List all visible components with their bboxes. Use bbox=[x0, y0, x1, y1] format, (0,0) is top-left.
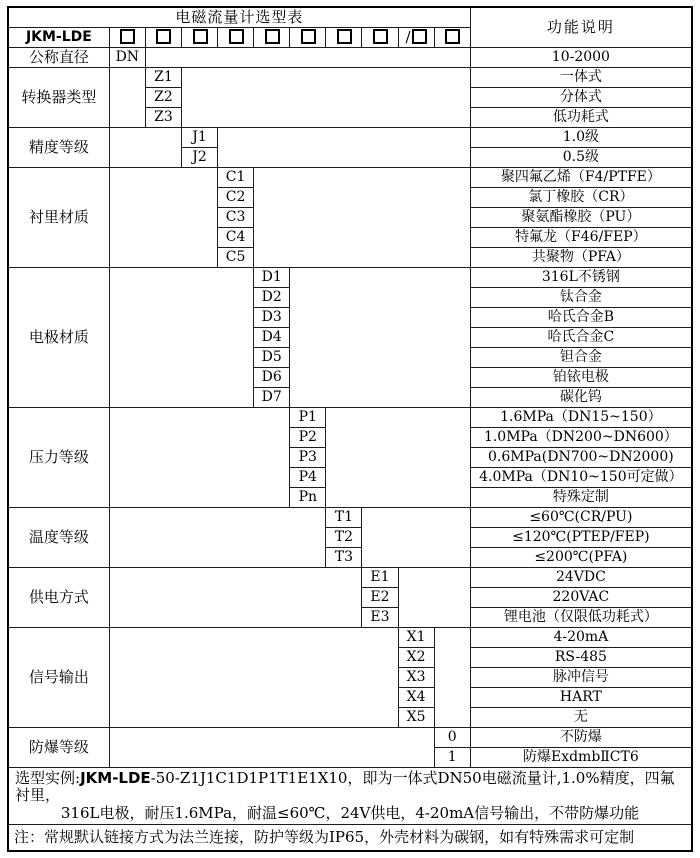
code-cell: P3 bbox=[290, 448, 326, 468]
spacer-cell bbox=[109, 168, 217, 268]
desc-cell: ≤60℃(CR/PU) bbox=[470, 508, 692, 528]
example-line-2: 316L电极，耐压1.6MPa，耐温≤60℃，24V供电，4-20mA信号输出，不带防爆功能 bbox=[60, 803, 640, 822]
model-digit-cell-8 bbox=[362, 28, 398, 48]
model-digit-cell-10 bbox=[434, 28, 470, 48]
code-cell: C1 bbox=[218, 168, 254, 188]
category-explosion-proof: 防爆等级 bbox=[8, 728, 109, 768]
category-accuracy-class: 精度等级 bbox=[8, 128, 109, 168]
selection-table bbox=[7, 6, 693, 852]
code-cell: D3 bbox=[254, 308, 290, 328]
code-cell: Z2 bbox=[145, 88, 181, 108]
code-cell: J1 bbox=[181, 128, 217, 148]
selection-example bbox=[8, 768, 692, 825]
checkbox-icon bbox=[301, 29, 316, 44]
category-pressure-class: 压力等级 bbox=[8, 408, 109, 508]
desc-cell: 一体式 bbox=[470, 68, 692, 88]
model-digit-cell-6 bbox=[290, 28, 326, 48]
code-cell: X3 bbox=[398, 668, 434, 688]
code-cell: 1 bbox=[434, 748, 470, 768]
desc-cell: 不防爆 bbox=[470, 728, 692, 748]
desc-cell: 铂铱电极 bbox=[470, 368, 692, 388]
desc-cell: 聚氨酯橡胶（PU） bbox=[470, 208, 692, 228]
model-digit-cell-2 bbox=[145, 28, 181, 48]
spacer-cell bbox=[290, 268, 471, 408]
spacer-cell bbox=[398, 568, 470, 628]
desc-cell: 钛合金 bbox=[470, 288, 692, 308]
code-cell: D1 bbox=[254, 268, 290, 288]
category-signal-output: 信号输出 bbox=[8, 628, 109, 728]
code-cell: P1 bbox=[290, 408, 326, 428]
checkbox-icon bbox=[229, 29, 244, 44]
desc-cell: 共聚物（PFA） bbox=[470, 248, 692, 268]
code-cell: Z1 bbox=[145, 68, 181, 88]
desc-cell: 220VAC bbox=[470, 588, 692, 608]
code-cell: E1 bbox=[362, 568, 398, 588]
category-temperature-class: 温度等级 bbox=[8, 508, 109, 568]
code-cell: 0 bbox=[434, 728, 470, 748]
desc-cell: 哈氏合金B bbox=[470, 308, 692, 328]
code-cell: Z3 bbox=[145, 108, 181, 128]
example-label: 选型实例: bbox=[15, 769, 81, 787]
spacer-cell bbox=[218, 128, 471, 168]
spacer-cell bbox=[109, 268, 253, 408]
desc-cell: 氯丁橡胶（CR） bbox=[470, 188, 692, 208]
spacer-cell bbox=[145, 48, 470, 68]
desc-cell: 脉冲信号 bbox=[470, 668, 692, 688]
code-cell: E2 bbox=[362, 588, 398, 608]
code-cell: C2 bbox=[218, 188, 254, 208]
spacer-cell bbox=[109, 568, 362, 628]
checkbox-icon bbox=[445, 29, 460, 44]
checkbox-icon bbox=[193, 29, 208, 44]
desc-cell: 防爆ExdmbⅡCT6 bbox=[470, 748, 692, 768]
desc-cell: 特殊定制 bbox=[470, 488, 692, 508]
code-cell: D7 bbox=[254, 388, 290, 408]
example-text: -50-Z1J1C1D1P1T1E1X10，即为一体式DN50电磁流量计,1.0%精度，四氟衬里， bbox=[15, 769, 675, 805]
checkbox-icon bbox=[373, 29, 388, 44]
code-cell: DN bbox=[109, 48, 145, 68]
desc-cell: 1.6MPa（DN15~150） bbox=[470, 408, 692, 428]
checkbox-icon bbox=[337, 29, 352, 44]
code-cell: D5 bbox=[254, 348, 290, 368]
desc-cell: 低功耗式 bbox=[470, 108, 692, 128]
code-cell: T2 bbox=[326, 528, 362, 548]
table-title: 电磁流量计选型表 bbox=[8, 7, 470, 28]
desc-cell: ≤200℃(PFA) bbox=[470, 548, 692, 568]
model-prefix: JKM-LDE bbox=[8, 28, 109, 48]
desc-cell: 聚四氟乙烯（F4/PTFE） bbox=[470, 168, 692, 188]
code-cell: P2 bbox=[290, 428, 326, 448]
spacer-cell bbox=[326, 408, 470, 508]
code-cell: X4 bbox=[398, 688, 434, 708]
checkbox-icon bbox=[120, 29, 135, 44]
function-header: 功能说明 bbox=[470, 7, 692, 48]
checkbox-icon bbox=[156, 29, 171, 44]
desc-cell: 锂电池（仅限低功耗式） bbox=[470, 608, 692, 628]
code-cell: E3 bbox=[362, 608, 398, 628]
desc-cell: 4.0MPa（DN10~150可定做） bbox=[470, 468, 692, 488]
code-cell: C3 bbox=[218, 208, 254, 228]
code-cell: X1 bbox=[398, 628, 434, 648]
desc-cell: HART bbox=[470, 688, 692, 708]
code-cell: D2 bbox=[254, 288, 290, 308]
code-cell: J2 bbox=[181, 148, 217, 168]
desc-cell: 10-2000 bbox=[470, 48, 692, 68]
spacer-cell bbox=[109, 728, 434, 768]
desc-cell: ≤120℃(PTEP/FEP) bbox=[470, 528, 692, 548]
desc-cell: 特氟龙（F46/FEP） bbox=[470, 228, 692, 248]
code-cell: X2 bbox=[398, 648, 434, 668]
category-lining-material: 衬里材质 bbox=[8, 168, 109, 268]
model-digit-cell-5 bbox=[254, 28, 290, 48]
desc-cell: 24VDC bbox=[470, 568, 692, 588]
code-cell: C4 bbox=[218, 228, 254, 248]
desc-cell: 哈氏合金C bbox=[470, 328, 692, 348]
checkbox-icon bbox=[412, 29, 427, 44]
checkbox-icon bbox=[265, 29, 280, 44]
model-digit-cell-7 bbox=[326, 28, 362, 48]
footnote: 注：常规默认链接方式为法兰连接，防护等级为IP65，外壳材料为碳钢，如有特殊需求可定制 bbox=[8, 824, 692, 851]
desc-cell: 碳化钨 bbox=[470, 388, 692, 408]
code-cell: T1 bbox=[326, 508, 362, 528]
model-digit-cell-4 bbox=[218, 28, 254, 48]
code-cell: X5 bbox=[398, 708, 434, 728]
model-digit-cell-1 bbox=[109, 28, 145, 48]
category-electrode-material: 电极材质 bbox=[8, 268, 109, 408]
spacer-cell bbox=[109, 408, 289, 508]
model-digit-cell-3 bbox=[181, 28, 217, 48]
category-power-supply: 供电方式 bbox=[8, 568, 109, 628]
spacer-cell bbox=[109, 68, 145, 128]
code-cell: Pn bbox=[290, 488, 326, 508]
desc-cell: 无 bbox=[470, 708, 692, 728]
example-line-1 bbox=[15, 770, 685, 805]
code-cell: C5 bbox=[218, 248, 254, 268]
code-cell: D4 bbox=[254, 328, 290, 348]
desc-cell: 1.0级 bbox=[470, 128, 692, 148]
desc-cell: RS-485 bbox=[470, 648, 692, 668]
model-digit-cell-9: / bbox=[398, 28, 434, 48]
code-cell: P4 bbox=[290, 468, 326, 488]
desc-cell: 钽合金 bbox=[470, 348, 692, 368]
desc-cell: 316L不锈钢 bbox=[470, 268, 692, 288]
spacer-cell bbox=[109, 128, 181, 168]
category-nominal-diameter: 公称直径 bbox=[8, 48, 109, 68]
example-model-code: JKM-LDE bbox=[80, 769, 151, 787]
code-cell: D6 bbox=[254, 368, 290, 388]
desc-cell: 4-20mA bbox=[470, 628, 692, 648]
desc-cell: 分体式 bbox=[470, 88, 692, 108]
spacer-cell bbox=[109, 508, 326, 568]
desc-cell: 1.0MPa（DN200~DN600） bbox=[470, 428, 692, 448]
category-converter-type: 转换器类型 bbox=[8, 68, 109, 128]
spacer-cell bbox=[362, 508, 470, 568]
code-cell: T3 bbox=[326, 548, 362, 568]
spacer-cell bbox=[181, 68, 470, 128]
spacer-cell bbox=[109, 628, 398, 728]
spacer-cell bbox=[254, 168, 471, 268]
desc-cell: 0.5级 bbox=[470, 148, 692, 168]
spacer-cell bbox=[434, 628, 470, 728]
desc-cell: 0.6MPa(DN700~DN2000) bbox=[470, 448, 692, 468]
